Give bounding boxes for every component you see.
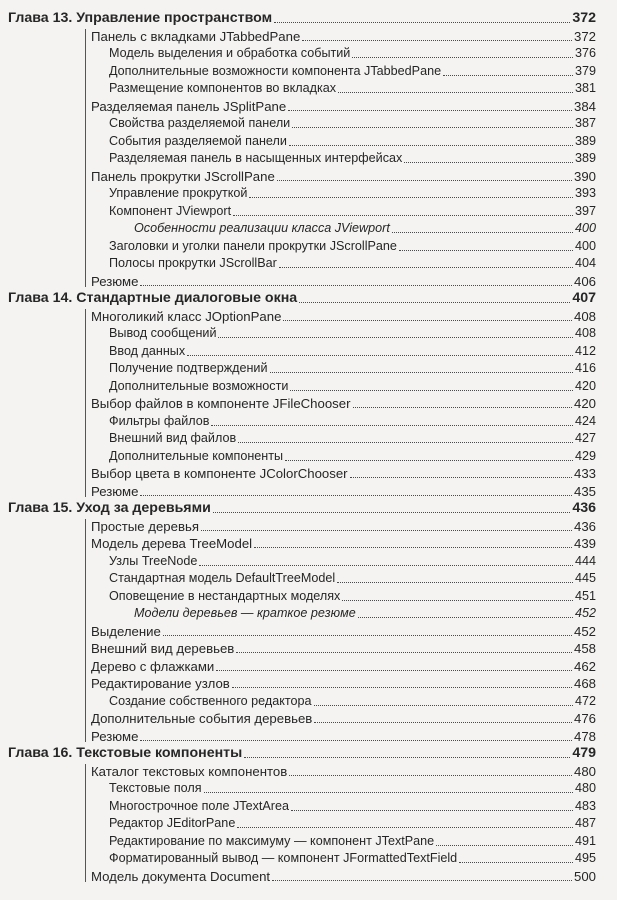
dot-leader <box>459 862 573 863</box>
entry-title: Ввод данных <box>109 343 186 358</box>
dot-leader <box>279 267 573 268</box>
entry-page-number: 472 <box>574 693 596 708</box>
chapter-indent-rule <box>85 519 86 743</box>
dot-leader <box>204 792 573 793</box>
entry-title: Резюме <box>91 483 139 499</box>
dot-leader <box>285 460 573 461</box>
entry-page-number: 476 <box>573 711 596 726</box>
subsection-entry <box>109 796 596 814</box>
entry-page-number: 435 <box>573 483 596 499</box>
entry-title: Оповещение в нестандартных моделях <box>109 588 341 603</box>
entry-page-number: 451 <box>574 588 596 603</box>
entry-page-number: 389 <box>574 151 596 165</box>
entry-title: Получение подтверждений <box>109 361 268 375</box>
subsection-entry <box>109 376 596 394</box>
chapter-indent-rule <box>85 764 86 883</box>
entry-title: Разделяемая панель в насыщенных интерфейсах <box>109 151 403 165</box>
entry-title: Модель документа Document <box>91 868 271 884</box>
section-entry <box>91 306 596 324</box>
entry-title: Глава 15. Уход за деревьями <box>8 500 211 516</box>
subsubsection-entry <box>134 603 596 621</box>
subsection-entry <box>109 341 596 359</box>
section-entry <box>91 761 596 779</box>
section-entry <box>91 673 596 691</box>
dot-leader <box>236 652 572 653</box>
entry-page-number: 480 <box>574 781 596 795</box>
entry-page-number: 436 <box>573 518 596 534</box>
entry-page-number: 480 <box>573 763 596 779</box>
subsection-entry <box>109 568 596 586</box>
dot-leader <box>302 40 572 41</box>
entry-title: Внешний вид файлов <box>109 431 237 445</box>
entry-page-number: 495 <box>574 851 596 865</box>
chapter-indent-rule <box>85 29 86 288</box>
subsection-entry <box>109 813 596 831</box>
section-entry <box>91 656 596 674</box>
dot-leader <box>342 600 573 601</box>
entry-page-number: 483 <box>574 798 596 813</box>
entry-page-number: 444 <box>574 553 596 568</box>
entry-page-number: 491 <box>574 833 596 848</box>
dot-leader <box>283 320 572 321</box>
dot-leader <box>436 845 573 846</box>
section-entry <box>91 638 596 656</box>
dot-leader <box>213 512 571 513</box>
section-entry <box>91 26 596 44</box>
entry-page-number: 408 <box>574 326 596 340</box>
entry-title: Резюме <box>91 273 139 289</box>
subsection-entry <box>109 148 596 166</box>
entry-title: Модель выделения и обработка событий <box>109 46 351 60</box>
dot-leader <box>443 75 573 76</box>
entry-title: Стандартная модель DefaultTreeModel <box>109 571 336 585</box>
dot-leader <box>272 880 572 881</box>
entry-title: Выбор файлов в компоненте JFileChooser <box>91 396 351 411</box>
dot-leader <box>289 145 573 146</box>
section-entry <box>91 726 596 744</box>
subsection-entry <box>109 411 596 429</box>
entry-page-number: 416 <box>574 361 596 375</box>
entry-title: Свойства разделяемой панели <box>109 116 291 130</box>
entry-page-number: 500 <box>573 868 596 884</box>
entry-title: Дополнительные возможности компонента JTabbedPane <box>109 63 442 78</box>
entry-page-number: 436 <box>572 500 596 516</box>
entry-page-number: 429 <box>574 448 596 463</box>
section-entry <box>91 96 596 114</box>
section-entry <box>91 166 596 184</box>
entry-page-number: 407 <box>572 290 596 306</box>
entry-page-number: 479 <box>572 745 596 761</box>
entry-page-number: 406 <box>573 273 596 289</box>
subsection-entry <box>109 778 596 796</box>
chapter-entry <box>8 743 596 761</box>
entry-page-number: 478 <box>573 728 596 744</box>
dot-leader <box>254 547 572 548</box>
dot-leader <box>244 757 570 758</box>
dot-leader <box>238 442 573 443</box>
entry-page-number: 389 <box>574 133 596 148</box>
entry-title: Вывод сообщений <box>109 326 217 340</box>
dot-leader <box>277 180 572 181</box>
entry-page-number: 452 <box>574 606 596 620</box>
chapter-entry <box>8 288 596 306</box>
subsection-entry <box>109 586 596 604</box>
entry-page-number: 372 <box>572 10 596 26</box>
section-entry <box>91 621 596 639</box>
entry-page-number: 404 <box>574 256 596 270</box>
dot-leader <box>337 582 573 583</box>
entry-page-number: 400 <box>574 221 596 235</box>
section-entry <box>91 271 596 289</box>
entry-title: Простые деревья <box>91 518 199 534</box>
dot-leader <box>211 425 573 426</box>
entry-page-number: 424 <box>574 413 596 428</box>
section-entry <box>91 866 596 884</box>
dot-leader <box>358 617 573 618</box>
subsubsection-entry <box>134 218 596 236</box>
entry-title: Глава 16. Текстовые компоненты <box>8 745 243 761</box>
subsection-entry <box>109 61 596 79</box>
chapter-entry <box>8 498 596 516</box>
entry-page-number: 420 <box>573 396 596 411</box>
subsection-entry <box>109 183 596 201</box>
entry-page-number: 400 <box>574 238 596 253</box>
dot-leader <box>140 740 572 741</box>
entry-page-number: 462 <box>573 658 596 674</box>
dot-leader <box>314 722 572 723</box>
subsection-entry <box>109 446 596 464</box>
entry-title: Дополнительные компоненты <box>109 448 284 463</box>
entry-title: Компонент JViewport <box>109 203 232 218</box>
entry-title: Многострочное поле JTextArea <box>109 798 289 813</box>
subsection-entry <box>109 358 596 376</box>
subsection-entry <box>109 236 596 254</box>
dot-leader <box>292 127 573 128</box>
section-entry <box>91 516 596 534</box>
dot-leader <box>350 477 572 478</box>
entry-page-number: 420 <box>574 378 596 393</box>
entry-page-number: 372 <box>573 28 596 44</box>
dot-leader <box>218 337 573 338</box>
dot-leader <box>216 670 572 671</box>
subsection-entry <box>109 848 596 866</box>
entry-title: Многоликий класс JOptionPane <box>91 308 282 324</box>
dot-leader <box>314 705 573 706</box>
entry-page-number: 452 <box>573 623 596 639</box>
subsection-entry <box>109 131 596 149</box>
subsection-entry <box>109 831 596 849</box>
entry-title: Дополнительные возможности <box>109 378 289 393</box>
section-entry <box>91 533 596 551</box>
dot-leader <box>270 372 573 373</box>
dot-leader <box>353 407 572 408</box>
dot-leader <box>201 530 572 531</box>
entry-title: Форматированный вывод — компонент JFormattedTextField <box>109 851 458 865</box>
entry-title: Резюме <box>91 728 139 744</box>
dot-leader <box>352 57 573 58</box>
dot-leader <box>233 215 573 216</box>
dot-leader <box>404 162 573 163</box>
entry-title: Дерево с флажками <box>91 658 215 674</box>
subsection-entry <box>109 323 596 341</box>
entry-title: Модели деревьев — краткое резюме <box>134 606 356 620</box>
entry-title: Внешний вид деревьев <box>91 641 235 656</box>
entry-title: Управление прокруткой <box>109 186 248 200</box>
subsection-entry <box>109 691 596 709</box>
entry-page-number: 468 <box>573 676 596 691</box>
subsection-entry <box>109 551 596 569</box>
entry-title: Выбор цвета в компоненте JColorChooser <box>91 466 348 481</box>
dot-leader <box>199 565 573 566</box>
dot-leader <box>338 92 573 93</box>
entry-title: Дополнительные события деревьев <box>91 711 313 726</box>
dot-leader <box>399 250 573 251</box>
entry-title: Модель дерева TreeModel <box>91 536 253 551</box>
entry-page-number: 387 <box>574 116 596 130</box>
subsection-entry <box>109 78 596 96</box>
entry-title: Редактирование узлов <box>91 676 230 691</box>
section-entry <box>91 393 596 411</box>
dot-leader <box>289 775 572 776</box>
entry-page-number: 427 <box>574 431 596 445</box>
dot-leader <box>187 355 573 356</box>
entry-page-number: 381 <box>574 81 596 95</box>
entry-title: Узлы TreeNode <box>109 553 198 568</box>
subsection-entry <box>109 428 596 446</box>
dot-leader <box>290 390 573 391</box>
entry-title: События разделяемой панели <box>109 133 287 148</box>
entry-title: Панель с вкладками JTabbedPane <box>91 28 301 44</box>
dot-leader <box>237 827 573 828</box>
entry-page-number: 384 <box>573 98 596 114</box>
section-entry <box>91 708 596 726</box>
chapter-indent-rule <box>85 309 86 498</box>
dot-leader <box>232 687 572 688</box>
section-entry <box>91 481 596 499</box>
entry-title: Редактор JEditorPane <box>109 816 236 830</box>
dot-leader <box>274 22 570 23</box>
chapter-entry <box>8 8 596 26</box>
dot-leader <box>140 285 572 286</box>
dot-leader <box>249 197 573 198</box>
entry-page-number: 379 <box>574 63 596 78</box>
dot-leader <box>392 232 573 233</box>
entry-page-number: 376 <box>574 46 596 60</box>
entry-title: Текстовые поля <box>109 781 202 795</box>
entry-title: Выделение <box>91 623 161 639</box>
entry-page-number: 433 <box>573 466 596 481</box>
entry-title: Панель прокрутки JScrollPane <box>91 168 275 184</box>
subsection-entry <box>109 253 596 271</box>
entry-title: Полосы прокрутки JScrollBar <box>109 256 277 270</box>
subsection-entry <box>109 113 596 131</box>
entry-page-number: 412 <box>574 343 596 358</box>
entry-page-number: 390 <box>573 168 596 184</box>
entry-page-number: 445 <box>574 571 596 585</box>
section-entry <box>91 463 596 481</box>
entry-title: Создание собственного редактора <box>109 693 312 708</box>
dot-leader <box>288 110 572 111</box>
subsection-entry <box>109 43 596 61</box>
entry-title: Особенности реализации класса JViewport <box>134 221 390 235</box>
entry-title: Редактирование по максимуму — компонент JTextPane <box>109 833 435 848</box>
entry-title: Глава 14. Стандартные диалоговые окна <box>8 290 298 306</box>
entry-page-number: 393 <box>574 186 596 200</box>
entry-title: Размещение компонентов во вкладках <box>109 81 337 95</box>
entry-title: Каталог текстовых компонентов <box>91 763 288 779</box>
entry-page-number: 487 <box>574 816 596 830</box>
entry-page-number: 397 <box>574 203 596 218</box>
subsection-entry <box>109 201 596 219</box>
entry-page-number: 458 <box>573 641 596 656</box>
dot-leader <box>163 635 572 636</box>
entry-title: Разделяемая панель JSplitPane <box>91 98 287 114</box>
entry-page-number: 408 <box>573 308 596 324</box>
dot-leader <box>299 302 570 303</box>
dot-leader <box>291 810 573 811</box>
entry-title: Фильтры файлов <box>109 413 210 428</box>
entry-title: Заголовки и уголки панели прокрутки JScrollPane <box>109 238 397 253</box>
entry-title: Глава 13. Управление пространством <box>8 10 273 26</box>
dot-leader <box>140 495 572 496</box>
entry-page-number: 439 <box>573 536 596 551</box>
